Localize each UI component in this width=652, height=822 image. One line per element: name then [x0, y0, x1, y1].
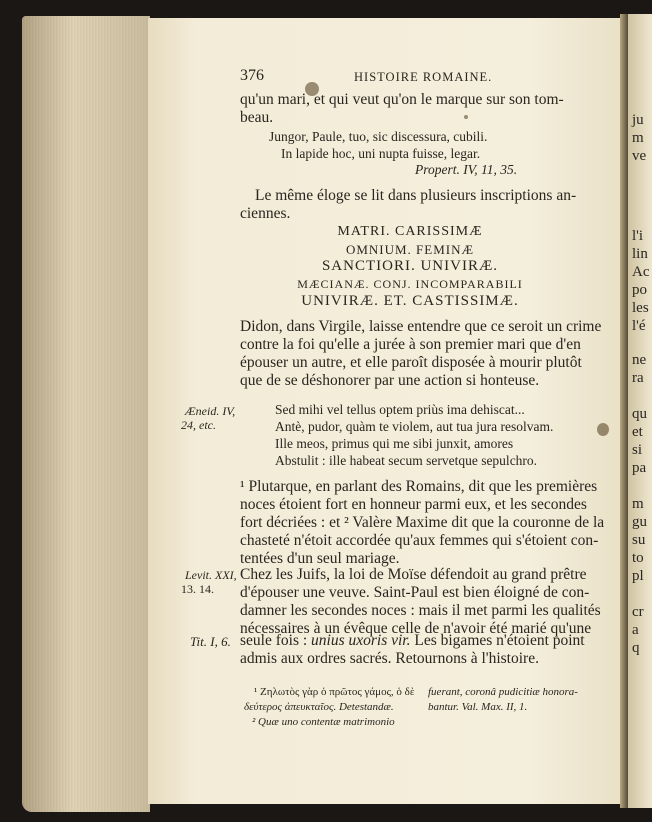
facing-page-fragment: qu	[632, 406, 647, 422]
text-line: nécessaires à un évêque celle de n'avoir été marié qu'une	[240, 620, 592, 637]
facing-page-fragment: pl	[632, 568, 644, 584]
verse-line: In lapide hoc, uni nupta fuisse, legar.	[281, 146, 481, 161]
text-line: noces étoient fort en honneur parmi eux, et les secondes	[240, 496, 587, 513]
footnote-line: bantur. Val. Max. II, 1.	[428, 701, 528, 713]
text-line: ¹ Plutarque, en parlant des Romains, dit que les premières	[240, 478, 598, 495]
text-line: fort décriées : et ² Valère Maxime dit que la couronne de la	[240, 514, 605, 531]
text-line: chasteté n'étoit accordée qu'aux femmes qui s'étoient con-	[240, 532, 599, 549]
running-title: HISTOIRE ROMAINE.	[354, 70, 493, 84]
facing-page-fragment: ra	[632, 370, 644, 386]
text-line: ciennes.	[240, 205, 291, 222]
page-number: 376	[240, 67, 264, 84]
text-line: qu'un mari, et qui veut qu'on le marque sur son tom-	[240, 91, 564, 108]
facing-page-fragment: to	[632, 550, 644, 566]
margin-note: 24, etc.	[181, 418, 216, 432]
facing-page-fragment: m	[632, 130, 644, 146]
facing-page-fragment: et	[632, 424, 643, 440]
text-line: tentées d'un seul mariage.	[240, 550, 400, 567]
footnote-line: fuerant, coronâ pudicitiæ honora-	[428, 686, 578, 698]
facing-page-fragment: Ac	[632, 264, 650, 280]
text-span: seule fois :	[240, 632, 312, 649]
facing-page-fragment: su	[632, 532, 646, 548]
facing-page-fragment: l'é	[632, 318, 646, 334]
footnote-line: ¹ Ζηλωτὸς γὰρ ὁ πρῶτος γάμος, ὁ δὲ	[254, 686, 415, 698]
facing-page-fragment: pa	[632, 460, 647, 476]
margin-note: Æneid. IV,	[185, 404, 236, 418]
inscription-line: UNIVIRÆ. ET. CASTISSIMÆ.	[301, 293, 519, 309]
ink-stain	[464, 115, 468, 119]
text-span: Les bigames n'étoient point	[410, 632, 585, 649]
facing-page-fragment: lin	[632, 246, 648, 262]
facing-page-fragment: si	[632, 442, 643, 458]
facing-page-fragment: po	[632, 282, 647, 298]
text-line	[240, 632, 585, 650]
text-line: damner les secondes noces : mais il met parmi les qualités	[240, 602, 601, 619]
inscription-line: MÆCIANÆ. CONJ. INCOMPARABILI	[297, 277, 523, 291]
facing-page-fragment: les	[632, 300, 649, 316]
footnote-line: δεύτερος ἀπευκταῖος. Detestandæ.	[244, 701, 394, 713]
inscription-line: OMNIUM. FEMINÆ	[345, 242, 475, 257]
text-line: Didon, dans Virgile, laisse entendre que ce seroit un crime	[240, 318, 602, 335]
verse-line: Antè, pudor, quàm te violem, aut tua jura resolvam.	[275, 419, 554, 434]
text-line: admis aux ordres sacrés. Retournons à l'histoire.	[240, 650, 539, 667]
facing-page-fragment: ve	[632, 148, 647, 164]
facing-page-fragment: cr	[632, 604, 644, 620]
verse-line: Sed mihi vel tellus optem priùs ima dehiscat...	[275, 402, 525, 417]
margin-note: Levit. XXI,	[185, 568, 237, 582]
ink-stain	[597, 423, 609, 436]
quote-span: unius uxoris vir.	[311, 632, 411, 649]
facing-page-fragment: q	[632, 640, 640, 656]
verse-citation: Propert. IV, 11, 35.	[415, 162, 518, 177]
verse-line: Jungor, Paule, tuo, sic discessura, cubili.	[269, 129, 488, 144]
verse-line: Abstulit : ille habeat secum servetque sepulchro.	[275, 453, 538, 468]
text-line: d'épouser une veuve. Saint-Paul est bien éloigné de con-	[240, 584, 590, 601]
page-edge-shadow	[22, 16, 150, 812]
inscription-line: MATRI. CARISSIMÆ	[337, 224, 483, 239]
facing-page-fragment: ne	[632, 352, 647, 368]
footnote-line: ² Quæ uno contentæ matrimonio	[252, 716, 395, 728]
facing-page-fragment: a	[632, 622, 639, 638]
margin-note: Tit. I, 6.	[190, 634, 231, 649]
facing-page-fragment: m	[632, 496, 644, 512]
facing-page	[628, 14, 652, 808]
text-line: épouser un autre, et elle paroît disposée à mourir plutôt	[240, 354, 582, 371]
margin-note: 13. 14.	[181, 582, 214, 596]
text-line: beau.	[240, 109, 274, 126]
inscription-line: SANCTIORI. UNIVIRÆ.	[321, 258, 499, 274]
facing-page-fragment: ju	[632, 112, 644, 128]
facing-page-fragment: l'i	[632, 228, 644, 244]
facing-page-fragment: gu	[632, 514, 647, 530]
verse-line: Ille meos, primus qui me sibi junxit, amores	[275, 436, 514, 451]
text-line: Le même éloge se lit dans plusieurs inscriptions an-	[255, 187, 577, 204]
text-line: contre la foi qu'elle a jurée à son premier mari que d'en	[240, 336, 581, 353]
text-line: Chez les Juifs, la loi de Moïse défendoit au grand prêtre	[240, 566, 587, 583]
text-line: que de se déshonorer par une action si honteuse.	[240, 372, 540, 389]
